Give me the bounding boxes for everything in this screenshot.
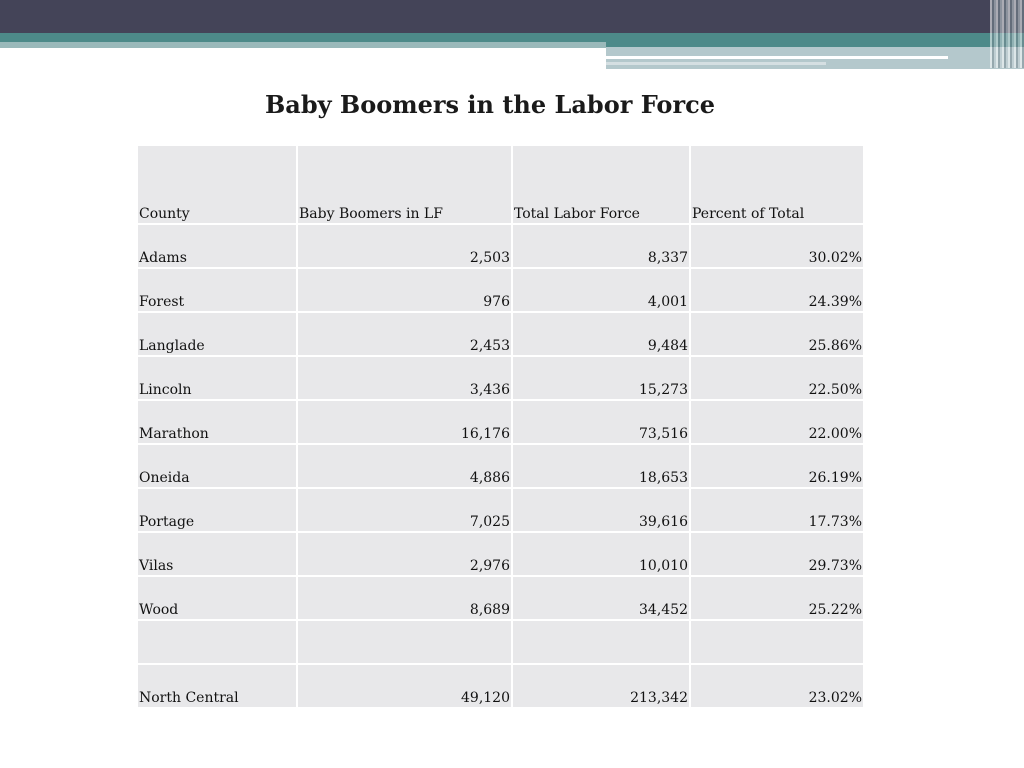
table-cell <box>691 621 863 663</box>
cell-total-labor-force: 8,337 <box>513 225 689 267</box>
cell-county: Lincoln <box>138 357 296 399</box>
cell-total-labor-force: 15,273 <box>513 357 689 399</box>
table-row <box>138 313 863 355</box>
table-row-total <box>138 665 863 707</box>
total-baby-boomers: 49,120 <box>298 665 511 707</box>
cell-percent: 22.00% <box>691 401 863 443</box>
total-percent: 23.02% <box>691 665 863 707</box>
cell-county: Wood <box>138 577 296 619</box>
cell-total-labor-force: 34,452 <box>513 577 689 619</box>
header-percent-of-total: Percent of Total <box>691 146 863 223</box>
header-accent-line <box>606 56 948 59</box>
cell-baby-boomers: 2,453 <box>298 313 511 355</box>
cell-total-labor-force: 9,484 <box>513 313 689 355</box>
total-labor-force: 213,342 <box>513 665 689 707</box>
table-row <box>138 577 863 619</box>
cell-percent: 17.73% <box>691 489 863 531</box>
cell-total-labor-force: 39,616 <box>513 489 689 531</box>
table-row <box>138 225 863 267</box>
cell-county: Vilas <box>138 533 296 575</box>
table-row-blank <box>138 621 863 663</box>
cell-percent: 26.19% <box>691 445 863 487</box>
cell-percent: 24.39% <box>691 269 863 311</box>
cell-baby-boomers: 976 <box>298 269 511 311</box>
cell-county: Marathon <box>138 401 296 443</box>
table-cell <box>298 621 511 663</box>
header-total-labor-force: Total Labor Force <box>513 146 689 223</box>
cell-county: Forest <box>138 269 296 311</box>
table-row <box>138 489 863 531</box>
cell-baby-boomers: 2,503 <box>298 225 511 267</box>
cell-total-labor-force: 4,001 <box>513 269 689 311</box>
cell-county: Adams <box>138 225 296 267</box>
total-county: North Central <box>138 665 296 707</box>
labor-force-table <box>136 144 865 709</box>
table-row <box>138 533 863 575</box>
cell-percent: 29.73% <box>691 533 863 575</box>
cell-baby-boomers: 8,689 <box>298 577 511 619</box>
table-row <box>138 357 863 399</box>
cell-percent: 30.02% <box>691 225 863 267</box>
table-header-row <box>138 146 863 223</box>
cell-county: Portage <box>138 489 296 531</box>
table-cell <box>513 621 689 663</box>
cell-total-labor-force: 10,010 <box>513 533 689 575</box>
cell-baby-boomers: 4,886 <box>298 445 511 487</box>
cell-baby-boomers: 3,436 <box>298 357 511 399</box>
cell-total-labor-force: 73,516 <box>513 401 689 443</box>
cell-percent: 25.22% <box>691 577 863 619</box>
slide-title: Baby Boomers in the Labor Force <box>265 90 715 119</box>
cell-baby-boomers: 2,976 <box>298 533 511 575</box>
cell-total-labor-force: 18,653 <box>513 445 689 487</box>
table-row <box>138 269 863 311</box>
cell-baby-boomers: 7,025 <box>298 489 511 531</box>
cell-county: Langlade <box>138 313 296 355</box>
cell-percent: 25.86% <box>691 313 863 355</box>
header-baby-boomers: Baby Boomers in LF <box>298 146 511 223</box>
header-band-light <box>0 42 606 48</box>
cell-percent: 22.50% <box>691 357 863 399</box>
header-band-dark <box>0 0 1024 33</box>
table-cell <box>138 621 296 663</box>
cell-county: Oneida <box>138 445 296 487</box>
cell-baby-boomers: 16,176 <box>298 401 511 443</box>
table-row <box>138 401 863 443</box>
table-row <box>138 445 863 487</box>
header-county: County <box>138 146 296 223</box>
header-edge-stripes <box>990 0 1024 68</box>
header-accent-thin <box>606 62 826 65</box>
